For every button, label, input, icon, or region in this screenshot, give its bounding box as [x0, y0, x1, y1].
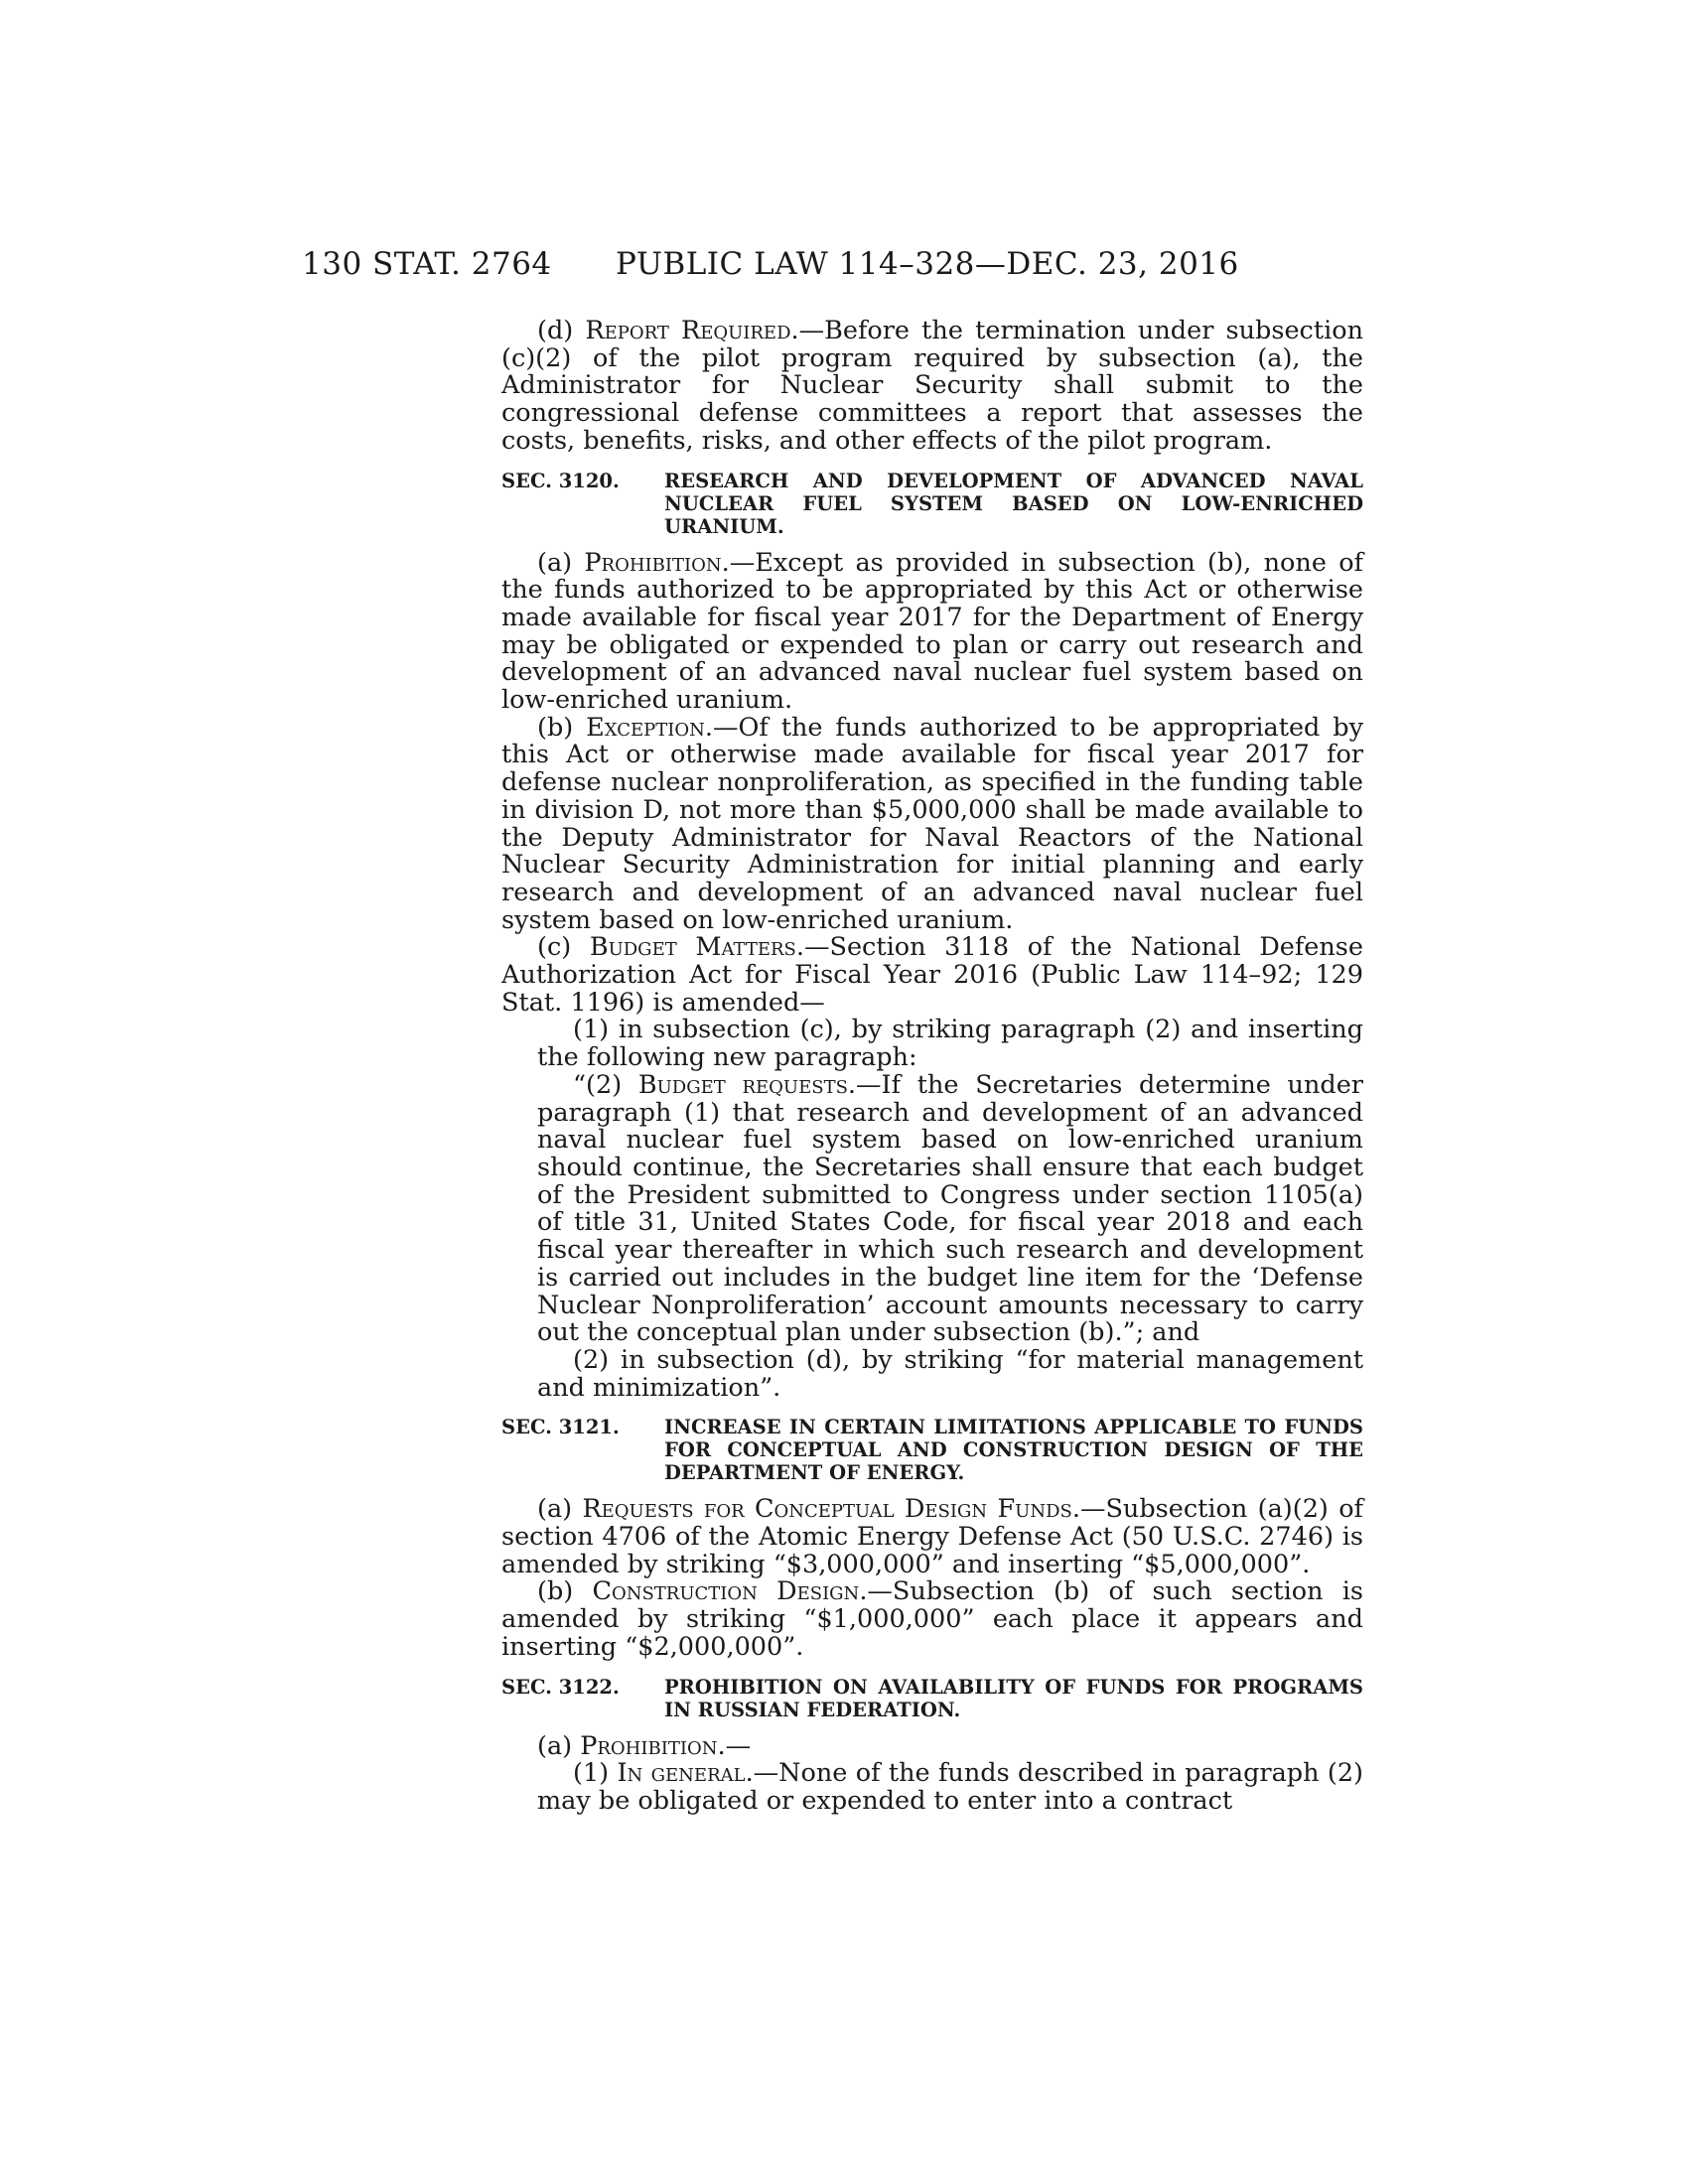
paragraph-heading: Exception — [586, 712, 705, 743]
paragraph-heading: Budget requests — [637, 1069, 848, 1100]
clause-a-1-in-general: (1) In general.—None of the funds described in paragraph (2) may be obligated or expended to enter into a contract — [537, 1758, 1364, 1816]
statute-page-number: 130 STAT. 2764 — [302, 246, 552, 282]
paragraph-c-budget-matters: (c) Budget Matters.—Section 3118 of the National Defense Authorization Act for Fiscal Year 2016 (Public Law 114–92; 129 Stat. 1196) is amended— — [501, 932, 1363, 1018]
section-number: SEC. 3120. — [501, 469, 620, 492]
paragraph-heading: Budget Matters — [589, 932, 796, 963]
paragraph-a-prohibition-russia: (a) Prohibition.— — [537, 1730, 752, 1761]
section-heading-3120 — [501, 470, 1363, 538]
clause-c-2: (2) in subsection (d), by striking “for material management and minimization”. — [537, 1344, 1363, 1403]
section-title: PROHIBITION ON AVAILABILITY OF FUNDS FOR PROGRAMS IN RUSSIAN FEDERATION. — [664, 1675, 1363, 1721]
paragraph-heading: Report Required — [585, 316, 791, 345]
public-law-citation: PUBLIC LAW 114–328—DEC. 23, 2016 — [616, 246, 1239, 282]
section-title: RESEARCH AND DEVELOPMENT OF ADVANCED NAVAL NUCLEAR FUEL SYSTEM BASED ON LOW-ENRICHED URANIUM. — [664, 469, 1363, 538]
paragraph-b-exception: (b) Exception.—Of the funds authorized to be appropriated by this Act or otherwise made available for fiscal year 2017 for defense nuclear nonproliferation, as specified in the funding table in division D, not more than $5,000,000 shall be made available to the Deputy Administrator for Naval Reactors of the National Nuclear Security Administration for initial planning and early research and development of an advanced naval nuclear fuel system based on low-enriched uranium. — [501, 712, 1363, 935]
quoted-paragraph-budget-requests: “(2) Budget requests.—If the Secretaries determine under paragraph (1) that research and development of an advanced naval nuclear fuel system based on low-enriched uranium should continue, the Secretaries shall ensure that each budget of the President submitted to Congress under section 1105(a) of title 31, United States Code, for fiscal year 2018 and each fiscal year thereafter in which such research and development is carried out includes in the budget line item for the ‘Defense Nuclear Nonproliferation’ account amounts necessary to carry out the conceptual plan under subsection (b).”; and — [537, 1069, 1364, 1348]
clause-c-1: (1) in subsection (c), by striking paragraph (2) and inserting the following new paragraph: — [537, 1015, 1363, 1073]
section-heading-3121 — [501, 1416, 1363, 1484]
document-body — [501, 318, 1363, 1816]
paragraph-a-requests-conceptual-design: (a) Requests for Conceptual Design Funds.—Subsection (a)(2) of section 4706 of the Atomic Energy Defense Act (50 U.S.C. 2746) is amended by striking “$3,000,000” and inserting “$5,000,000”. — [501, 1494, 1363, 1579]
paragraph-heading: Requests for Conceptual Design Funds — [582, 1494, 1072, 1525]
section-title: INCREASE IN CERTAIN LIMITATIONS APPLICABLE TO FUNDS FOR CONCEPTUAL AND CONSTRUCTION DESIGN OF THE DEPARTMENT OF ENERGY. — [664, 1416, 1363, 1485]
paragraph-heading: Prohibition — [580, 1730, 718, 1761]
section-number: SEC. 3121. — [501, 1416, 620, 1439]
paragraph-heading: Construction Design — [592, 1576, 860, 1607]
paragraph-d-report-required: (d) Report Required.—Before the termination under subsection (c)(2) of the pilot program required by subsection (a), the Administrator for Nuclear Security shall submit to the congressional defense committees a report that assesses the costs, benefits, risks, and other effects of the pilot program. — [501, 316, 1364, 456]
page-header — [302, 246, 1295, 286]
paragraph-heading: In general — [617, 1758, 746, 1789]
section-heading-3122 — [501, 1676, 1363, 1721]
section-number: SEC. 3122. — [501, 1675, 620, 1699]
paragraph-a-prohibition: (a) Prohibition.—Except as provided in subsection (b), none of the funds authorized to be appropriated by this Act or otherwise made available for fiscal year 2017 for the Department of Energy may be obligated or expended to plan or carry out research and development of an advanced naval nuclear fuel system based on low-enriched uranium. — [501, 547, 1363, 716]
paragraph-heading: Prohibition — [584, 547, 722, 578]
paragraph-b-construction-design: (b) Construction Design.—Subsection (b) of such section is amended by striking “$1,000,000” each place it appears and inserting “$2,000,000”. — [501, 1576, 1364, 1662]
